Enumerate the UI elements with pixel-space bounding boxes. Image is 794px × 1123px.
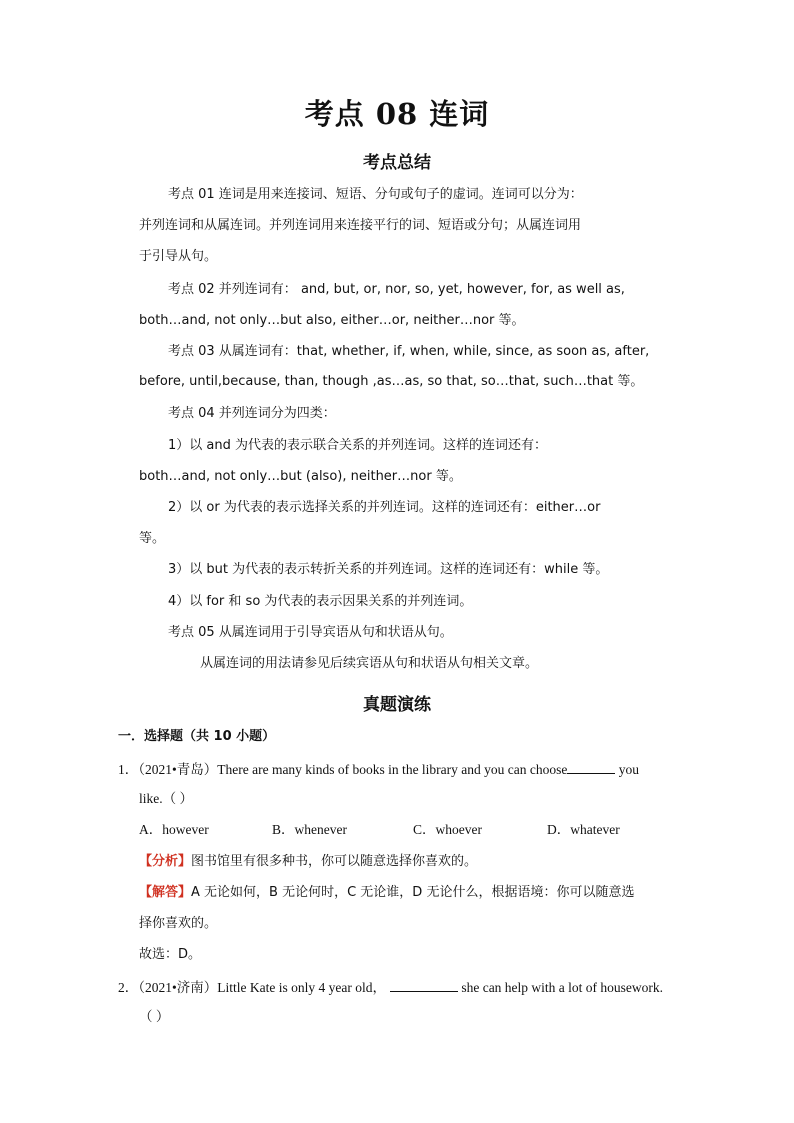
summary-p3-line1: 考点 03 从属连词有：that, whether, if, when, while, since, as soon as, after, bbox=[168, 344, 650, 359]
summary-p1-line3: 于引导从句。 bbox=[139, 249, 218, 264]
question-1-stem-b: you bbox=[618, 762, 640, 777]
question-1-stem-a: There are many kinds of books in the library and you can choose bbox=[217, 762, 568, 777]
summary-p4-item4: 4）以 for 和 so 为代表的表示因果关系的并列连词。 bbox=[168, 594, 473, 609]
option-c[interactable]: C．whoever bbox=[413, 822, 482, 837]
answer-tag: 【解答】 bbox=[139, 885, 192, 900]
practice-heading: 真题演练 bbox=[363, 695, 431, 715]
summary-p4-item3: 3）以 but 为代表的表示转折关系的并列连词。这样的连词还有：while 等。 bbox=[168, 562, 609, 577]
question-1-stem-c: like.（ ） bbox=[139, 791, 193, 806]
question-2-blank[interactable] bbox=[390, 977, 458, 992]
summary-p5-line1: 考点 05 从属连词用于引导宾语从句和状语从句。 bbox=[168, 625, 453, 640]
question-1-answer-line2: 择你喜欢的。 bbox=[139, 916, 218, 931]
summary-p1-line1: 考点 01 连词是用来连接词、短语、分句或句子的虚词。连词可以分为： bbox=[168, 187, 583, 202]
question-2-stem bbox=[118, 977, 663, 997]
question-1-source: （2021•青岛） bbox=[138, 762, 218, 777]
question-1-choice: 故选：D。 bbox=[139, 947, 202, 962]
option-d[interactable]: D．whatever bbox=[547, 822, 620, 837]
summary-p4-item2-line1: 2）以 or 为代表的表示选择关系的并列连词。这样的连词还有：either…or bbox=[168, 500, 601, 515]
summary-p4-item1-line1: 1）以 and 为代表的表示联合关系的并列连词。这样的连词还有： bbox=[168, 438, 547, 453]
section-title: 一．选择题（共 10 小题） bbox=[118, 729, 276, 744]
summary-p2-line2: both…and, not only…but also, either…or, neither…nor 等。 bbox=[139, 313, 525, 328]
option-b[interactable]: B．whenever bbox=[272, 822, 347, 837]
question-1-number: 1． bbox=[118, 762, 139, 777]
analysis-tag: 【分析】 bbox=[139, 854, 192, 869]
question-1-answer bbox=[139, 884, 634, 902]
page-title: 考点 08 连词 bbox=[304, 97, 490, 131]
analysis-text: 图书馆里有很多种书，你可以随意选择你喜欢的。 bbox=[191, 854, 478, 869]
summary-p3-line2: before, until,because, than, though ,as…as, so that, so…that, such…that 等。 bbox=[139, 374, 644, 389]
summary-p5-line2: 从属连词的用法请参见后续宾语从句和状语从句相关文章。 bbox=[200, 656, 539, 671]
option-a[interactable]: A．however bbox=[139, 822, 209, 837]
answer-text-line1: A 无论如何，B 无论何时，C 无论谁，D 无论什么，根据语境：你可以随意选 bbox=[191, 885, 635, 900]
question-2-source: （2021•济南） bbox=[138, 980, 218, 995]
summary-heading: 考点总结 bbox=[363, 153, 431, 173]
question-1-analysis bbox=[139, 853, 477, 871]
summary-p4-line1: 考点 04 并列连词分为四类： bbox=[168, 406, 336, 421]
question-1-blank[interactable] bbox=[567, 759, 615, 774]
summary-p4-item1-line2: both…and, not only…but (also), neither…nor 等。 bbox=[139, 469, 462, 484]
question-2-number: 2． bbox=[118, 980, 139, 995]
question-1-options bbox=[0, 821, 794, 839]
question-1-stem bbox=[118, 759, 639, 779]
question-2-stem-c: （ ） bbox=[139, 1009, 170, 1024]
question-2-stem-b: she can help with a lot of housework. bbox=[461, 980, 664, 995]
summary-p2-line1: 考点 02 并列连词有： and, but, or, nor, so, yet, however, for, as well as, bbox=[168, 282, 625, 297]
summary-p4-item2-line2: 等。 bbox=[139, 531, 166, 546]
question-2-stem-a: Little Kate is only 4 year old， bbox=[217, 980, 386, 995]
summary-p1-line2: 并列连词和从属连词。并列连词用来连接平行的词、短语或分句；从属连词用 bbox=[139, 218, 582, 233]
